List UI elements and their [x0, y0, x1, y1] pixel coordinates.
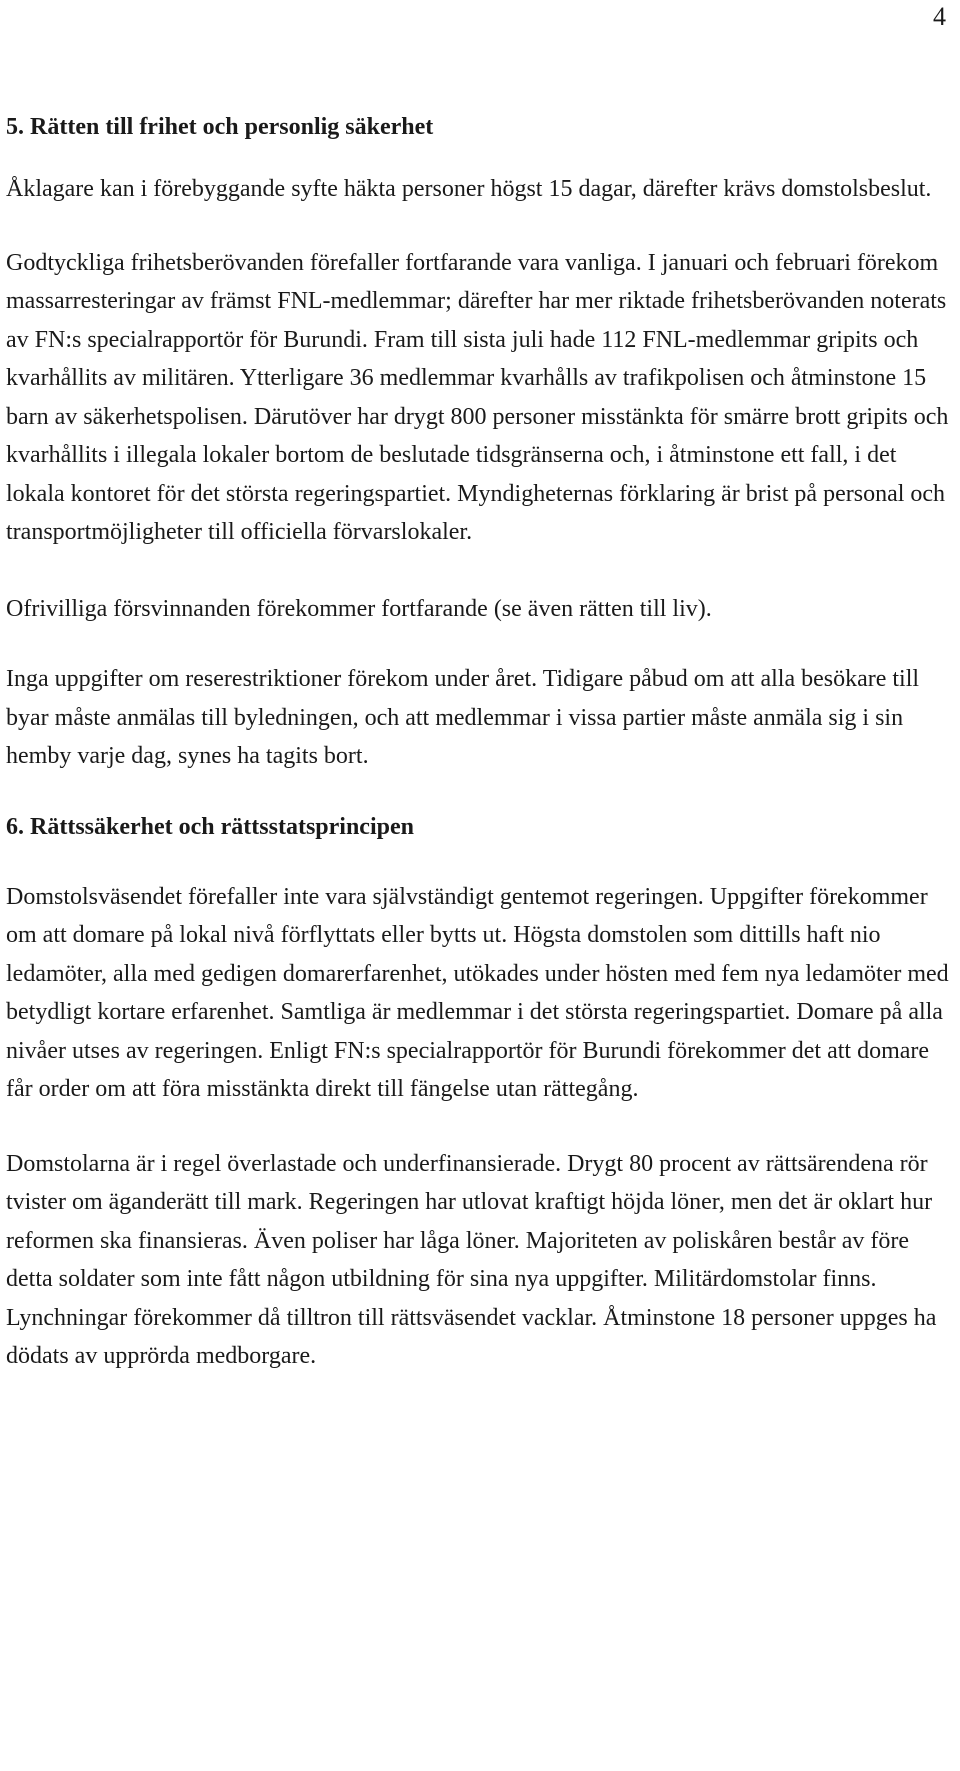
- section-5: [6, 112, 954, 776]
- page-number: 4: [933, 2, 946, 31]
- section-5-paragraph-3: Ofrivilliga försvinnanden förekommer fortfarande (se även rätten till liv).: [6, 595, 712, 622]
- section-5-paragraph-1: Åklagare kan i förebyggande syfte häkta personer högst 15 dagar, därefter krävs domstolsbeslut.: [6, 176, 932, 202]
- section-5-paragraph-4: Inga uppgifter om reserestriktioner förekom under året. Tidigare påbud om att alla besökare till byar måste anmälas till byledningen, och att medlemmar i vissa partier måste anmäla sig i sin hemby varje dag, synes ha tagits bort.: [6, 666, 920, 769]
- section-6-heading: 6. Rättssäkerhet och rättsstatsprincipen: [6, 813, 414, 840]
- document-body: [6, 112, 954, 1376]
- section-5-heading: 5. Rätten till frihet och personlig säkerhet: [6, 114, 434, 140]
- section-6-paragraph-1: Domstolsväsendet förefaller inte vara självständigt gentemot regeringen. Uppgifter förekommer om att domare på lokal nivå förflyttats eller bytts ut. Högsta domstolen som dittills haft nio ledamöter, alla med gedigen domarerfarenhet, utökades under hösten med fem nya ledamöter med betydligt kortare erfarenhet. Samtliga är medlemmar i det största regeringspartiet. Domare på alla nivåer utses av regeringen. Enligt FN:s specialrapportör för Burundi förekommer det att domare får order om att föra misstänkta direkt till fängelse utan rättegång.: [6, 883, 949, 1102]
- section-5-paragraph-2: Godtyckliga frihetsberövanden förefaller fortfarande vara vanliga. I januari och februari förekom massarresteringar av främst FNL-medlemmar; därefter har mer riktade frihetsberövanden noterats av FN:s specialrapportör för Burundi. Fram till sista juli hade 112 FNL-medlemmar gripits och kvarhållits av militären. Ytterligare 36 medlemmar kvarhålls av trafikpolisen och åtminstone 15 barn av säkerhetspolisen. Därutöver har drygt 800 personer misstänkta för smärre brott gripits och kvarhållits i illegala lokaler bortom de beslutade tidsgränserna och, i åtminstone ett fall, i det lokala kontoret för det största regeringspartiet. Myndigheternas förklaring är brist på personal och transportmöjligheter till officiella förvarslokaler.: [6, 249, 949, 545]
- section-6: [6, 812, 954, 1376]
- section-6-paragraph-2: Domstolarna är i regel överlastade och underfinansierade. Drygt 80 procent av rättsärendena rör tvister om äganderätt till mark. Regeringen har utlovat kraftigt höjda löner, men det är oklart hur reformen ska finansieras. Även poliser har låga löner. Majoriteten av poliskåren består av före detta soldater som inte fått någon utbildning för sina nya uppgifter. Militärdomstolar finns. Lynchningar förekommer då tilltron till rättsväsendet vacklar. Åtminstone 18 personer uppges ha dödats av upprörda medborgare.: [6, 1150, 937, 1369]
